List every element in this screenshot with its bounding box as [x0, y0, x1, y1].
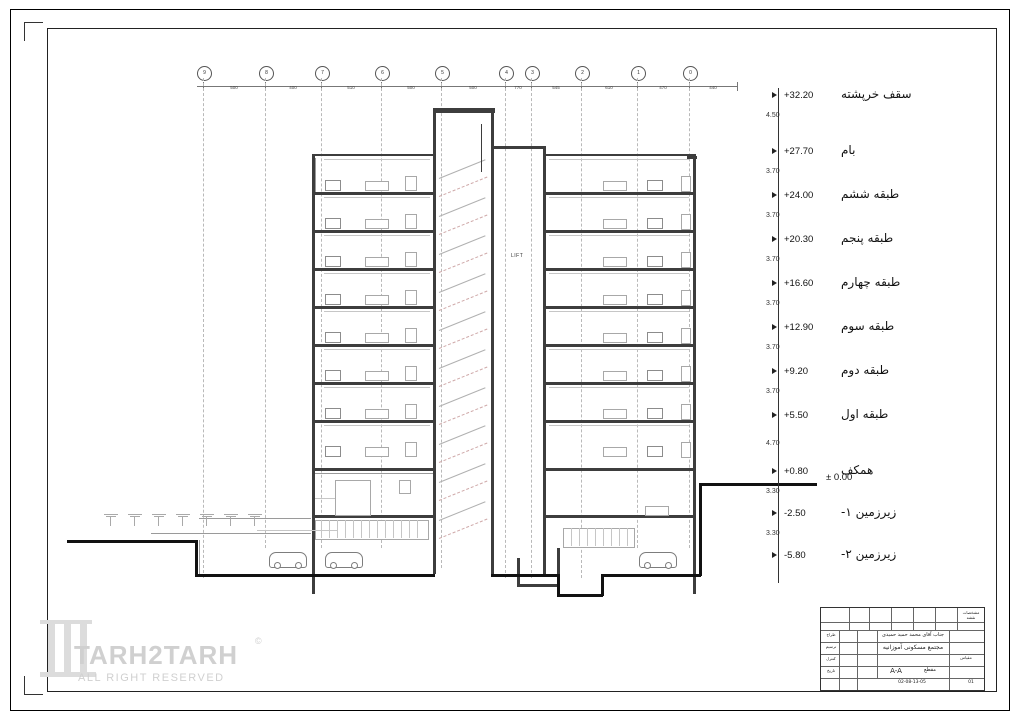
grid-bubble: 3 [525, 66, 540, 81]
level-gap: 3.70 [766, 300, 780, 307]
level-gap: 3.30 [766, 530, 780, 537]
level-arrow-icon [772, 280, 777, 286]
level-arrow-icon [772, 324, 777, 330]
level-value: +16.60 [784, 278, 814, 289]
level-arrow-icon [772, 412, 777, 418]
dimension-text: 500 [469, 85, 477, 90]
grid-bubble: 2 [575, 66, 590, 81]
level-label: سقف خرپشته [841, 87, 912, 101]
lift-label: LIFT [511, 253, 524, 259]
title-block-project: مجتمع مسکونی آموزانیه [882, 644, 944, 651]
level-marker [726, 505, 946, 522]
level-value: +24.00 [784, 190, 814, 201]
level-gap: 4.70 [766, 440, 780, 447]
title-block-scale-label: مقیاس [960, 655, 972, 660]
level-marker [726, 143, 946, 160]
title-block-row-label: کنترل [826, 656, 836, 661]
dimension-text: 610 [605, 85, 613, 90]
level-label: زیرزمین ۱- [841, 505, 897, 519]
grid-bubble: 6 [375, 66, 390, 81]
title-block-section-caption: مقطع [924, 667, 936, 673]
title-block-date: 02-08-13-05 [898, 680, 926, 685]
level-gap: 3.70 [766, 388, 780, 395]
title-block [820, 607, 985, 691]
level-label: طبقه چهارم [841, 275, 901, 289]
title-block-row-label: طراح [826, 632, 836, 637]
level-label: طبقه سوم [841, 319, 895, 333]
grid-bubble: 0 [683, 66, 698, 81]
level-gap: 3.70 [766, 256, 780, 263]
grid-bubble: 7 [315, 66, 330, 81]
grid-bubble: 8 [259, 66, 274, 81]
level-marker [726, 319, 946, 336]
level-label: طبقه دوم [841, 363, 890, 377]
level-arrow-icon [772, 552, 777, 558]
dimension-text: 545 [552, 85, 560, 90]
title-block-row-label: تاریخ [827, 668, 835, 673]
level-label: طبقه ششم [841, 187, 900, 201]
title-block-sheet-no: 01 [968, 680, 974, 685]
level-value: +20.30 [784, 234, 814, 245]
level-gap: 4.50 [766, 112, 780, 119]
level-gap: 3.70 [766, 212, 780, 219]
level-label: همکف [841, 463, 874, 477]
level-label: بام [841, 143, 856, 157]
level-marker [726, 87, 946, 104]
dimension-text: 440 [709, 85, 717, 90]
grid-bubble-row [197, 66, 737, 80]
watermark-subtitle: ALL RIGHT RESERVED [78, 672, 225, 684]
watermark-logo [40, 620, 310, 692]
level-marker [726, 363, 946, 380]
level-gap: 3.70 [766, 168, 780, 175]
level-arrow-icon [772, 192, 777, 198]
corner-mark-tl [24, 22, 43, 41]
level-value: +5.50 [784, 410, 809, 421]
level-marker [726, 187, 946, 204]
level-marker [726, 407, 946, 424]
title-block-row-label: ترسیم [825, 644, 837, 649]
level-label: طبقه پنجم [841, 231, 894, 245]
grid-bubble: 1 [631, 66, 646, 81]
grid-bubble: 9 [197, 66, 212, 81]
level-marker [726, 231, 946, 248]
watermark-copyright: © [255, 636, 262, 646]
level-value: -5.80 [784, 550, 806, 561]
level-arrow-icon [772, 148, 777, 154]
level-value: +27.70 [784, 146, 814, 157]
level-arrow-icon [772, 510, 777, 516]
level-value: +12.90 [784, 322, 814, 333]
level-arrow-icon [772, 368, 777, 374]
grid-bubble: 5 [435, 66, 450, 81]
level-value: +32.20 [784, 90, 814, 101]
watermark-name: TARH2TARH [74, 640, 239, 670]
level-marker [726, 275, 946, 292]
title-block-owner: جناب آقای محمد حمید حمیدی [882, 632, 944, 638]
level-marker [726, 547, 946, 564]
dimension-text: 770 [514, 85, 522, 90]
datum-label: ± 0.00 [826, 472, 853, 483]
dimension-text: 400 [289, 85, 297, 90]
level-arrow-icon [772, 92, 777, 98]
level-arrow-icon [772, 236, 777, 242]
title-block-section: A-A [890, 667, 902, 675]
title-block-header: مشخصات نقشه [962, 610, 980, 620]
level-value: -2.50 [784, 508, 806, 519]
level-label: طبقه اول [841, 407, 889, 421]
level-gap: 3.30 [766, 488, 780, 495]
level-gap: 3.70 [766, 344, 780, 351]
grid-bubble: 4 [499, 66, 514, 81]
level-value: +9.20 [784, 366, 809, 377]
level-arrow-icon [772, 468, 777, 474]
dimension-text: 500 [407, 85, 415, 90]
level-markers [726, 60, 946, 590]
dimension-text: 510 [347, 85, 355, 90]
dimension-text: 500 [230, 85, 238, 90]
dimension-text: 470 [659, 85, 667, 90]
level-value: +0.80 [784, 466, 809, 477]
level-label: زیرزمین ۲- [841, 547, 897, 561]
